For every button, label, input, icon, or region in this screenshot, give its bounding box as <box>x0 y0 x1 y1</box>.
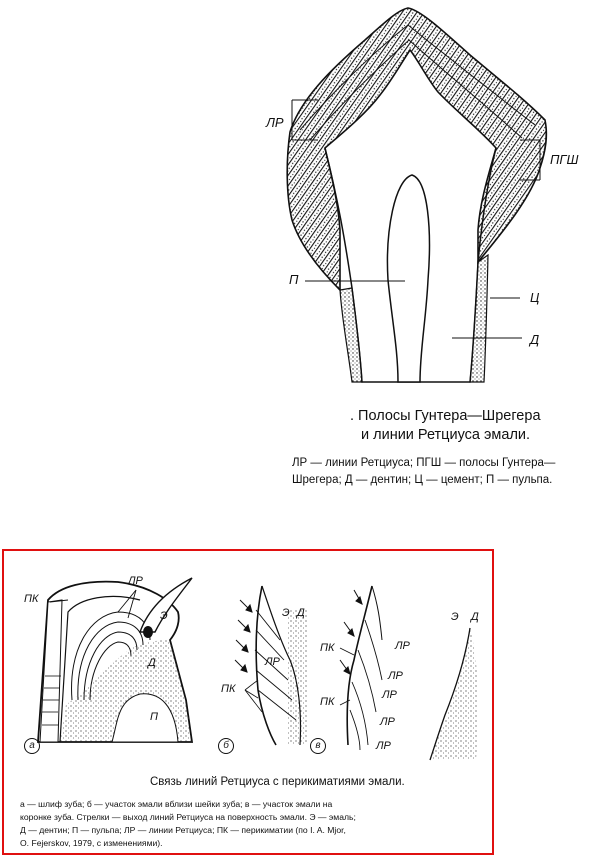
label-pk-c1: ПК <box>320 642 335 654</box>
label-pgsh: ПГШ <box>550 152 579 167</box>
label-p-top: П <box>289 272 299 287</box>
label-lr-c1: ЛР <box>395 640 410 652</box>
label-lr-c2: ЛР <box>388 670 403 682</box>
label-e-d: Э <box>451 611 459 623</box>
legend-line-4: O. Fejerskov, 1979, с изменениями). <box>20 838 163 848</box>
figure-caption-line2: и линии Ретциуса эмали. <box>361 427 531 443</box>
figure-caption-bottom: Связь линий Ретциуса с перикиматиями эмали. <box>150 776 405 788</box>
label-lr-a: ЛР <box>128 575 143 587</box>
panel-marker-a: а <box>24 738 40 754</box>
legend-line-3: Д — дентин; П — пульпа; ЛР — линии Ретциуса; ПК — перикиматии (по I. A. Mjor, <box>20 825 346 835</box>
label-lr-top: ЛР <box>266 115 284 130</box>
label-lr-b: ЛР <box>265 656 280 668</box>
figure-caption-line1: . Полосы Гунтера—Шрегера <box>350 408 541 424</box>
panel-marker-b: б <box>218 738 234 754</box>
label-pk-b: ПК <box>221 683 236 695</box>
cementum-right <box>470 255 488 382</box>
label-d-b: Д <box>297 607 305 619</box>
label-p-a: П <box>150 711 158 723</box>
label-e-b: Э <box>282 607 290 619</box>
legend-line-1: а — шлиф зуба; б — участок эмали вблизи шейки зуба; в — участок эмали на <box>20 799 333 809</box>
label-e-a: Э <box>160 610 168 622</box>
label-pk-a: ПК <box>24 593 39 605</box>
pulp-chamber <box>387 175 429 382</box>
label-lr-c5: ЛР <box>376 740 391 752</box>
label-d-d: Д <box>471 611 479 623</box>
label-lr-c4: ЛР <box>380 716 395 728</box>
panel-marker-c: в <box>310 738 326 754</box>
label-pk-c2: ПК <box>320 696 335 708</box>
figure-legend-top: ЛР — линии Ретциуса; ПГШ — полосы Гунтера—Шрегера; Д — дентин; Ц — цемент; П — пульпа. <box>292 457 556 486</box>
label-d-top: Д <box>530 332 540 347</box>
label-ts: Ц <box>530 290 540 305</box>
label-lr-c3: ЛР <box>382 689 397 701</box>
label-d-a: Д <box>148 657 156 669</box>
legend-line-2: коронке зуба. Стрелки — выход линий Ретциуса на поверхность эмали. Э — эмаль; <box>20 812 356 822</box>
cementum-left <box>340 288 362 382</box>
